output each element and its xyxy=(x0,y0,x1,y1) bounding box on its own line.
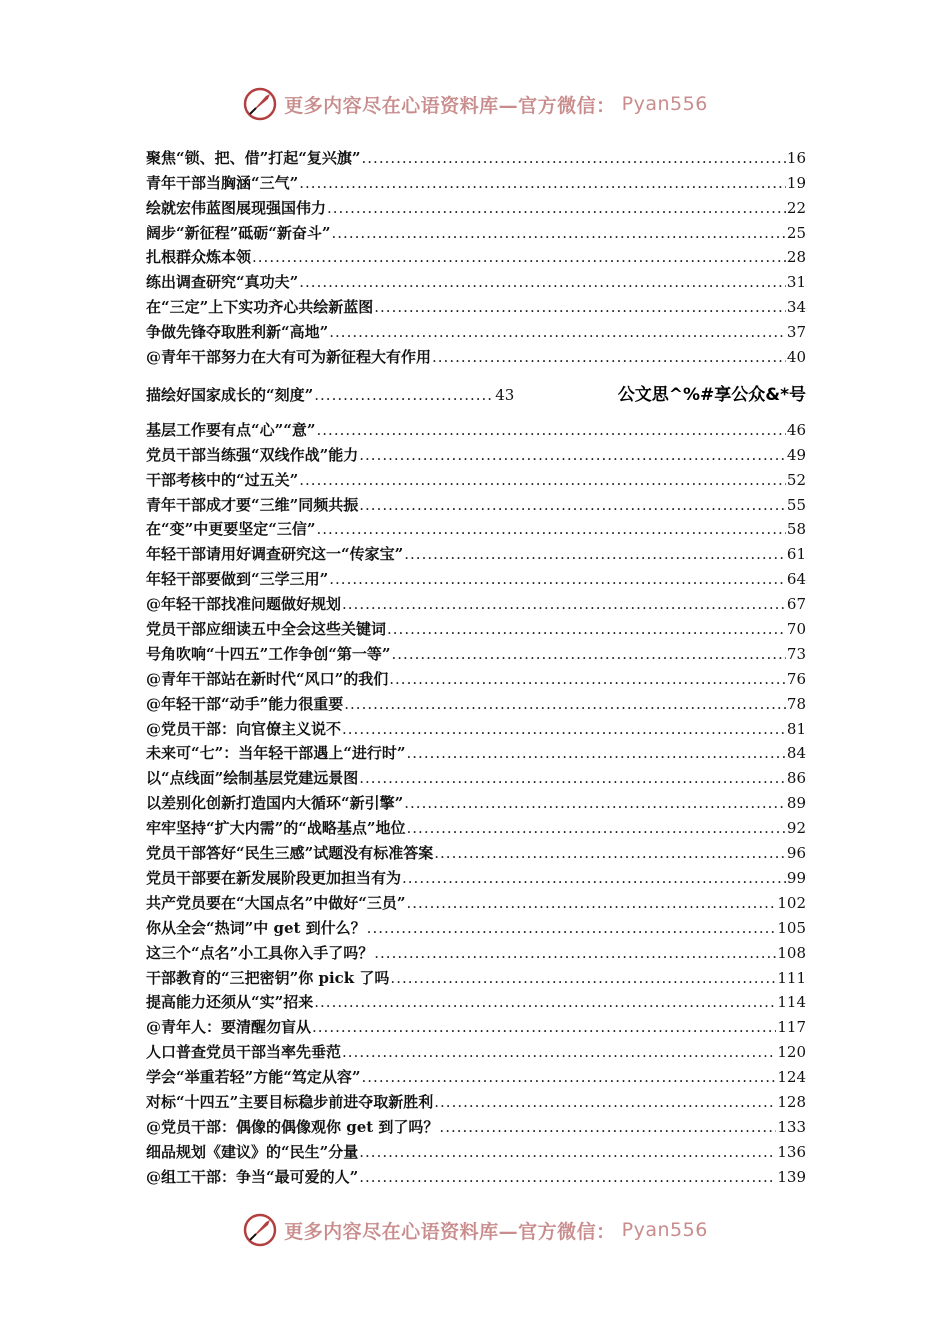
toc-page-number: 25 xyxy=(786,223,806,242)
toc-row[interactable] xyxy=(146,1012,806,1037)
toc-page-number: 19 xyxy=(786,173,806,192)
toc-entry-title: 人口普查党员干部当率先垂范 xyxy=(146,1043,342,1062)
toc-row[interactable] xyxy=(146,714,806,739)
toc-leader-dots xyxy=(327,198,786,218)
toc-leader-dots xyxy=(317,420,786,440)
toc-row[interactable] xyxy=(146,763,806,788)
table-of-contents xyxy=(146,143,806,1187)
toc-page-number: 46 xyxy=(786,420,806,439)
toc-row[interactable] xyxy=(146,913,806,938)
toc-page-number: 133 xyxy=(777,1117,806,1136)
toc-entry-title: 党员干部应细读五中全会这些关键词 xyxy=(146,620,387,639)
toc-entry-title: @青年干部站在新时代“风口”的我们 xyxy=(146,669,389,688)
toc-page-number: 58 xyxy=(786,520,806,539)
toc-page-number: 22 xyxy=(786,198,806,217)
toc-row[interactable] xyxy=(146,168,806,193)
toc-leader-dots xyxy=(432,347,786,367)
banner-text: 更多内容尽在心语资料库—官方微信： xyxy=(284,94,616,117)
quill-logo-icon xyxy=(242,86,278,122)
toc-entry-title: 年轻干部请用好调查研究这一“传家宝” xyxy=(146,545,404,564)
toc-page-number: 31 xyxy=(786,273,806,292)
toc-page-number: 16 xyxy=(786,148,806,167)
toc-row[interactable] xyxy=(146,243,806,268)
toc-row[interactable] xyxy=(146,888,806,913)
toc-row[interactable] xyxy=(146,838,806,863)
toc-row[interactable] xyxy=(146,1137,806,1162)
toc-row[interactable] xyxy=(146,515,806,540)
toc-leader-dots xyxy=(439,1117,776,1137)
toc-row[interactable] xyxy=(146,490,806,515)
toc-row[interactable] xyxy=(146,589,806,614)
toc-page-number: 28 xyxy=(786,248,806,267)
toc-leader-dots xyxy=(407,818,786,838)
toc-row[interactable] xyxy=(146,664,806,689)
toc-row[interactable] xyxy=(146,218,806,243)
toc-entry-title: 年轻干部要做到“三学三用” xyxy=(146,570,329,589)
toc-row[interactable] xyxy=(146,863,806,888)
toc-page-number: 52 xyxy=(786,470,806,489)
toc-row[interactable] xyxy=(146,963,806,988)
toc-leader-dots xyxy=(374,943,776,963)
toc-entry-title: 干部考核中的“过五关” xyxy=(146,470,299,489)
toc-leader-dots xyxy=(392,644,786,664)
toc-row[interactable] xyxy=(146,143,806,168)
banner-wechat-id: Pyan556 xyxy=(621,93,708,115)
toc-row[interactable] xyxy=(146,739,806,764)
toc-row[interactable] xyxy=(146,465,806,490)
toc-entry-title: @青年干部努力在大有可为新征程大有作用 xyxy=(146,348,432,367)
toc-entry-title: 学会“举重若轻”方能“笃定从容” xyxy=(146,1068,361,1087)
toc-row[interactable] xyxy=(146,1162,806,1187)
toc-page-number: 86 xyxy=(786,769,806,788)
toc-leader-dots xyxy=(342,719,786,739)
toc-page-number: 111 xyxy=(777,968,806,987)
toc-entry-title: 党员干部当练强“双线作战”能力 xyxy=(146,445,359,464)
toc-entry-title: @年轻干部“动手”能力很重要 xyxy=(146,694,344,713)
toc-row[interactable] xyxy=(146,193,806,218)
toc-entry-title: 基层工作要有点“心”“意” xyxy=(146,420,316,439)
toc-leader-dots xyxy=(299,173,786,193)
toc-page-number: 64 xyxy=(786,570,806,589)
toc-leader-dots xyxy=(387,619,786,639)
toc-row[interactable] xyxy=(146,689,806,714)
toc-section-b xyxy=(146,415,806,1187)
quill-logo-icon xyxy=(242,1212,278,1248)
toc-leader-dots xyxy=(314,992,776,1012)
toc-entry-title: 党员干部要在新发展阶段更加担当有为 xyxy=(146,868,402,887)
toc-entry-title: 描绘好国家成长的“刻度” xyxy=(146,386,314,405)
toc-entry-title: 干部教育的“三把密钥”你 pick 了吗 xyxy=(146,968,390,987)
toc-leader-dots xyxy=(389,669,786,689)
toc-leader-dots xyxy=(359,1142,776,1162)
toc-leader-dots xyxy=(374,297,786,317)
toc-entry-title: 牢牢坚持“扩大内需”的“战略基点”地位 xyxy=(146,819,406,838)
toc-entry-title: 你从全会“热词”中 get 到什么？ xyxy=(146,918,366,937)
toc-entry-title: 以“点线面”绘制基层党建远景图 xyxy=(146,769,359,788)
toc-row[interactable] xyxy=(146,1087,806,1112)
toc-page-number: 37 xyxy=(786,323,806,342)
toc-entry-title: 这三个“点名”小工具你入手了吗？ xyxy=(146,943,374,962)
toc-row[interactable] xyxy=(146,1112,806,1137)
toc-row[interactable] xyxy=(146,639,806,664)
toc-page-number: 73 xyxy=(786,644,806,663)
toc-row[interactable] xyxy=(146,614,806,639)
toc-page-number: 120 xyxy=(777,1043,806,1062)
toc-row[interactable] xyxy=(146,813,806,838)
toc-page-number: 124 xyxy=(777,1068,806,1087)
toc-page-number: 139 xyxy=(777,1167,806,1186)
toc-page-number: 99 xyxy=(786,868,806,887)
toc-page-number: 67 xyxy=(786,595,806,614)
toc-leader-dots xyxy=(390,968,776,988)
toc-entry-title: 在“三定”上下实功齐心共绘新蓝图 xyxy=(146,298,374,317)
toc-leader-dots xyxy=(404,793,786,813)
toc-leader-dots xyxy=(407,893,777,913)
toc-page-number: 114 xyxy=(777,993,806,1012)
toc-page-number: 81 xyxy=(786,719,806,738)
toc-page-number: 117 xyxy=(777,1018,806,1037)
toc-leader-dots xyxy=(434,843,786,863)
toc-page-number: 55 xyxy=(786,495,806,514)
toc-entry-title: 扎根群众炼本领 xyxy=(146,248,252,267)
toc-page-number: 96 xyxy=(786,844,806,863)
toc-page-number: 108 xyxy=(777,943,806,962)
toc-entry-title: @青年人：要清醒勿盲从 xyxy=(146,1018,312,1037)
toc-leader-dots xyxy=(434,1092,776,1112)
toc-leader-dots xyxy=(314,385,494,405)
toc-row[interactable] xyxy=(146,938,806,963)
footer-banner xyxy=(0,1208,950,1252)
toc-entry-title: 阔步“新征程”砥砺“新奋斗” xyxy=(146,223,331,242)
toc-row[interactable] xyxy=(146,1037,806,1062)
toc-leader-dots xyxy=(404,544,786,564)
toc-leader-dots xyxy=(342,1042,776,1062)
toc-leader-dots xyxy=(342,594,786,614)
toc-page-number: 128 xyxy=(777,1092,806,1111)
toc-entry-title: 党员干部答好“民生三感”试题没有标准答案 xyxy=(146,844,434,863)
toc-entry-title: @党员干部：偶像的偶像观你 get 到了吗？ xyxy=(146,1117,439,1136)
toc-leader-dots xyxy=(299,272,786,292)
toc-row[interactable] xyxy=(146,292,806,317)
toc-page-number: 136 xyxy=(777,1142,806,1161)
toc-leader-dots xyxy=(359,495,786,515)
toc-entry-title: 在“变”中更要坚定“三信” xyxy=(146,520,316,539)
toc-entry-title: 提高能力还须从“实”招来 xyxy=(146,993,314,1012)
toc-leader-dots xyxy=(359,445,786,465)
toc-entry-title: 争做先锋夺取胜利新“高地” xyxy=(146,323,329,342)
toc-leader-dots xyxy=(402,868,786,888)
toc-row-special[interactable] xyxy=(146,380,806,405)
toc-leader-dots xyxy=(367,918,777,938)
toc-page-number: 43 xyxy=(495,386,515,405)
watermark-text: 公文思^%#享公众&*号 xyxy=(617,385,806,406)
toc-page-number: 78 xyxy=(786,694,806,713)
toc-entry-title: 练出调查研究“真功夫” xyxy=(146,273,299,292)
toc-leader-dots xyxy=(362,148,786,168)
toc-leader-dots xyxy=(344,694,786,714)
toc-page-number: 34 xyxy=(786,298,806,317)
banner-text: 更多内容尽在心语资料库—官方微信： xyxy=(284,1220,616,1243)
toc-leader-dots xyxy=(299,470,786,490)
toc-row[interactable] xyxy=(146,317,806,342)
toc-section-a xyxy=(146,143,806,367)
toc-entry-title: 共产党员要在“大国点名”中做好“三员” xyxy=(146,893,406,912)
toc-entry-title: 青年干部成才要“三维”同频共振 xyxy=(146,495,359,514)
toc-page-number: 84 xyxy=(786,744,806,763)
toc-row[interactable] xyxy=(146,564,806,589)
toc-leader-dots xyxy=(329,322,786,342)
header-banner xyxy=(0,82,950,126)
toc-page-number: 49 xyxy=(786,445,806,464)
toc-entry-title: 细品规划《建议》的“民生”分量 xyxy=(146,1142,359,1161)
toc-entry-title: 号角吹响“十四五”工作争创“第一等” xyxy=(146,644,391,663)
toc-leader-dots xyxy=(332,223,786,243)
toc-leader-dots xyxy=(329,569,786,589)
toc-entry-title: 青年干部当胸涵“三气” xyxy=(146,173,299,192)
toc-page-number: 76 xyxy=(786,669,806,688)
toc-row[interactable] xyxy=(146,342,806,367)
toc-entry-title: @年轻干部找准问题做好规划 xyxy=(146,595,342,614)
toc-page-number: 40 xyxy=(786,348,806,367)
toc-entry-title: 绘就宏伟蓝图展现强国伟力 xyxy=(146,198,327,217)
toc-entry-title: 聚焦“锁、把、借”打起“复兴旗” xyxy=(146,148,361,167)
toc-row[interactable] xyxy=(146,539,806,564)
toc-row[interactable] xyxy=(146,267,806,292)
toc-leader-dots xyxy=(362,1067,777,1087)
toc-leader-dots xyxy=(317,519,786,539)
toc-entry-title: 未来可“七”：当年轻干部遇上“进行时” xyxy=(146,744,406,763)
toc-row[interactable] xyxy=(146,1062,806,1087)
toc-leader-dots xyxy=(359,768,786,788)
toc-row[interactable] xyxy=(146,788,806,813)
toc-page-number: 61 xyxy=(786,545,806,564)
toc-leader-dots xyxy=(359,1167,776,1187)
toc-entry-title: 以差别化创新打造国内大循环“新引擎” xyxy=(146,794,404,813)
toc-page-number: 102 xyxy=(777,893,806,912)
banner-wechat-id: Pyan556 xyxy=(621,1219,708,1241)
toc-entry-title: @党员干部：向官僚主义说不 xyxy=(146,719,342,738)
toc-row[interactable] xyxy=(146,440,806,465)
toc-page-number: 89 xyxy=(786,794,806,813)
toc-leader-dots xyxy=(312,1017,776,1037)
toc-leader-dots xyxy=(407,743,786,763)
toc-entry-title: 对标“十四五”主要目标稳步前进夺取新胜利 xyxy=(146,1092,434,1111)
toc-page-number: 92 xyxy=(786,819,806,838)
toc-row[interactable] xyxy=(146,988,806,1013)
toc-row[interactable] xyxy=(146,415,806,440)
toc-leader-dots xyxy=(252,247,786,267)
toc-entry-title: @组工干部：争当“最可爱的人” xyxy=(146,1167,359,1186)
toc-page-number: 70 xyxy=(786,620,806,639)
toc-page-number: 105 xyxy=(777,918,806,937)
